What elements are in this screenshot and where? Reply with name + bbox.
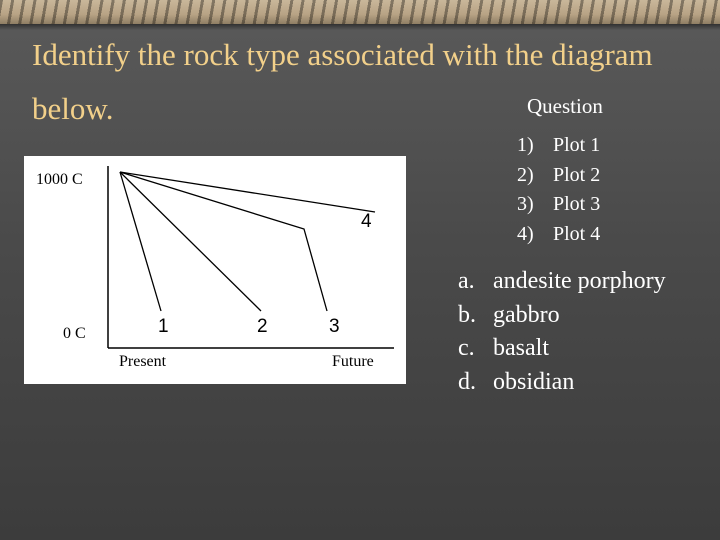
plot-option [517, 190, 600, 220]
y-top-label: 1000 C [36, 171, 83, 188]
plot-1-label: 1 [158, 316, 169, 337]
plot-option-number: 2) [517, 163, 534, 186]
plot-option [517, 161, 600, 191]
plot-4-line [120, 172, 375, 212]
plot-option-number: 1) [517, 134, 534, 156]
answer-choice [458, 299, 666, 333]
answer-choice-text: gabbro [493, 301, 560, 328]
plot-option-number: 3) [517, 193, 534, 215]
decorative-banner [0, 0, 720, 24]
answer-choice-letter: d. [458, 368, 476, 395]
answer-choices-list [458, 265, 666, 399]
plot-option-label: Plot 3 [553, 193, 601, 215]
cooling-diagram-svg [24, 156, 406, 384]
plot-option [517, 131, 600, 161]
answer-choice [458, 366, 666, 400]
plot-options-list [517, 131, 600, 249]
plot-option-label: Plot 4 [553, 222, 601, 245]
plot-option-label: Plot 1 [553, 134, 601, 156]
answer-choice-letter: b. [458, 301, 476, 328]
y-bottom-label: 0 C [63, 325, 86, 342]
cooling-diagram [24, 156, 406, 384]
x-left-label: Present [119, 353, 167, 370]
plot-option [517, 220, 600, 250]
plot-option-label: Plot 2 [553, 163, 601, 186]
plot-2-label: 2 [257, 316, 268, 337]
x-right-label: Future [332, 353, 374, 370]
plot-option-number: 4) [517, 222, 534, 245]
answer-choice-letter: c. [458, 335, 475, 361]
answer-choice-text: basalt [493, 335, 549, 361]
plot-3-label: 3 [329, 316, 340, 337]
answer-choice [458, 332, 666, 366]
slide-title: Identify the rock type associated with the diagram below. [32, 37, 653, 126]
answer-choice [458, 265, 666, 299]
plot-4-label: 4 [361, 211, 372, 232]
answer-choice-text: andesite porphory [493, 268, 666, 294]
plot-3-line [120, 172, 327, 311]
answer-choice-letter: a. [458, 268, 475, 294]
answer-choice-text: obsidian [493, 368, 575, 395]
question-label: Question [527, 94, 603, 118]
